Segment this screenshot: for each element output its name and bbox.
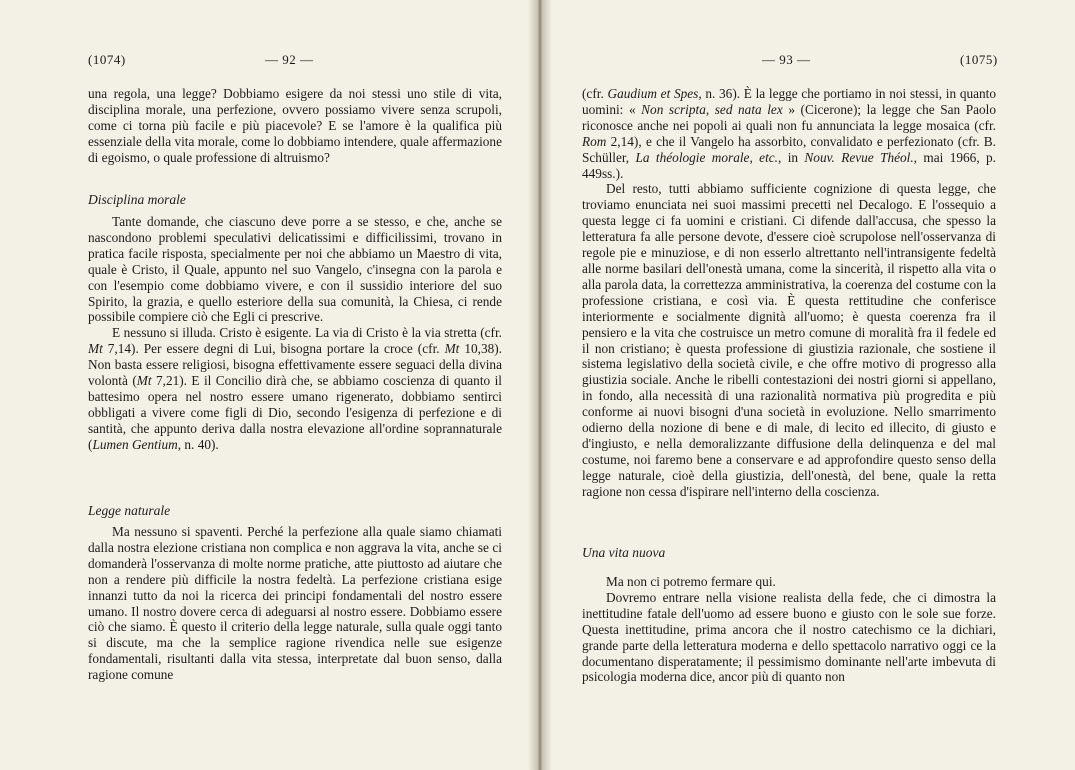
text-run: 10,38). Non basta essere religiosi, bisogna effettivamente essere seguaci della divina volontà ( — [88, 341, 502, 389]
text-run: 7,14). Per essere degni di Lui, bisogna portare la croce (cfr. — [102, 341, 445, 357]
citation: Nouv. Revue Théol., — [804, 149, 918, 165]
book-gutter — [528, 0, 552, 770]
right-side-number: (1075) — [960, 52, 998, 67]
citation: Mt — [444, 341, 460, 357]
text-run: n. 40). — [181, 436, 219, 452]
paragraph: Tante domande, che ciascuno deve porre a se stesso, e che, anche se nascondono problemi speculativi delicatissimi e difficilissimi, trovano in pratica facile risposta, specialmente per noi che abbiamo un Maestro di vita, quale è Cristo, il Quale, appunto nel suo Vangelo, c'insegna con la parola e con l'esempio come dobbiamo vivere, e con il sussidio interiore del suo Spirito, la grazia, e quello esteriore della sua comunità, la Chiesa, ci rende possibile compiere ciò che Egli ci prescrive. — [88, 214, 502, 325]
paragraph: Ma nessuno si spaventi. Perché la perfezione alla quale siamo chiamati dalla nostra elezione cristiana non complica e non aggrava la vita, anche se ci domanderà l'osservanza di molte norme pratiche, atte piuttosto ad aiutare che non a rendere più difficile la nostra fedeltà. La perfezione cristiana esige innanzi tutto da noi la ricerca dei principi fondamentali del nostro essere umano. Il nostro dovere cerca di adeguarsi al nostro essere. Dobbiamo essere ciò che siamo. È questo il criterio della legge naturale, sulla quale oggi tanto si discute, ma che la semplice ragione rivendica nelle sue esigenze fondamentali, risultanti dalla vita stessa, interpretate dal buon senso, dalla ragione comune — [88, 524, 502, 683]
text-run: mai 1966, p. 449ss.). — [582, 149, 996, 181]
right-page-number: — 93 — — [762, 52, 811, 67]
citation: La théologie morale, etc., — [635, 149, 782, 165]
paragraph — [582, 86, 996, 181]
paragraph — [88, 325, 502, 452]
left-section2-block — [88, 524, 502, 683]
text-run: » (Cicerone); la legge che San Paolo riconosce anche nei popoli ai quali non fu annunciata la legge mosaica (cfr. — [582, 101, 997, 133]
paragraph: Del resto, tutti abbiamo sufficiente cognizione di questa legge, che troviamo enunciata nei suoi massimi precetti nel Decalogo. E l'ossequio a questa legge ci fa uomini e cristiani. Ci difende dall'accusa, che spesso la letteratura fa alle persone devote, d'essere cioè scrupolose nell'osservanza di regole pie e minuziose, e di non esserlo altrettanto nell'intransigente fedeltà alle norme basilari dell'onestà umana, come la sincerità, il rispetto alla vita o alla parola data, la correttezza amministrativa, la coerenza del costume con la professione cristiana, e così via. È questa rettitudine che conferisce interiormente e socialmente dignità all'uomo; è questa coerenza fra il pensiero e la vita che costruisce un metro comune di moralità fra il fedele ed il non cristiano; è questa professione di giustizia razionale, che sostiene il sistema legislativo della società civile, e che offre motivo di progresso alla giustizia sociale. Anche le ribelli contestazioni dei nostri giorni si appellano, in fondo, alla necessità di una razionalità normativa più progredita e più conforme ai nuovi bisogni d'una società in evoluzione. Nello smarrimento odierno della nozione di bene e di male, di lecito ed illecito, di giusto e d'ingiusto, e nella demoralizzante diffusione della delinquenza e del mal costume, noi faremo bene a conservare e ad approfondire questo senso della legge naturale, cioè della giustizia, dell'onestà, del bene, quale la retta ragione non cessa d'ispirare nell'interno della coscienza. — [582, 181, 996, 499]
section-heading-legge: Legge naturale — [88, 503, 171, 518]
intro-paragraph: una regola, una legge? Dobbiamo esigere da noi stessi uno stile di vita, disciplina morale, una perfezione, ovvero possiamo vivere senza scrupoli, come ci torna più facile e più piacevole? E se l'amore è la qualifica più essenziale della vita morale, come lo dobbiamo intendere, quale affermazione di egoismo, o quale professione di altruismo? — [88, 86, 502, 165]
text-run: (cfr. — [582, 86, 608, 101]
paragraph: Ma non ci potremo fermare qui. — [606, 574, 776, 589]
citation: Mt — [136, 373, 152, 389]
left-intro-block — [88, 86, 502, 166]
text-run: n. 36). È la legge che portiamo in noi stessi, in quanto uomini: « — [582, 86, 997, 117]
text-run: in — [781, 149, 805, 165]
section-heading-disciplina: Disciplina morale — [88, 192, 186, 207]
citation: Mt — [88, 341, 103, 357]
citation: Gaudium et Spes, — [607, 86, 702, 101]
text-run: 7,21). E il Concilio dirà che, se abbiamo coscienza di quanto il battesimo opera nel nostro essere umano rigenerato, dobbiamo sentirci obbligati a vivere come figli di Dio, secondo l'esigenza di perfezione e di santità, che appunto deriva dalla nostra elevazione all'ordine soprannaturale ( — [88, 373, 502, 452]
right-main-block — [582, 86, 996, 500]
citation: Non scripta, sed nata lex — [641, 101, 783, 117]
citation: Rom — [582, 133, 607, 149]
text-run: 2,14), e che il Vangelo ha assorbito, convalidato e perfezionato (cfr. B. Schüller, — [582, 133, 996, 165]
section-heading-vita-nuova: Una vita nuova — [582, 545, 666, 560]
text-run: E nessuno si illuda. Cristo è esigente. La via di Cristo è la via stretta (cfr. — [112, 325, 502, 341]
paragraph: Dovremo entrare nella visione realista della fede, che ci dimostra la inettitudine fatale dell'uomo ad essere buono e giusto con le sole sue forze. Questa inettitudine, prima ancora che il nostro catechismo ce la dichiari, grande parte della letteratura moderna e dello spettacolo narrativo oggi ce la documentano disperatamente; il pessimismo dominante nell'arte imbevuta di psicologia moderna dice, ancor più di quanto non — [582, 589, 996, 685]
left-page-number: — 92 — — [265, 52, 314, 67]
right-page — [540, 0, 1075, 770]
left-section1-block — [88, 214, 502, 453]
left-side-number: (1074) — [88, 52, 126, 67]
right-section-block — [582, 574, 996, 685]
citation: Lumen Gentium, — [92, 436, 182, 452]
